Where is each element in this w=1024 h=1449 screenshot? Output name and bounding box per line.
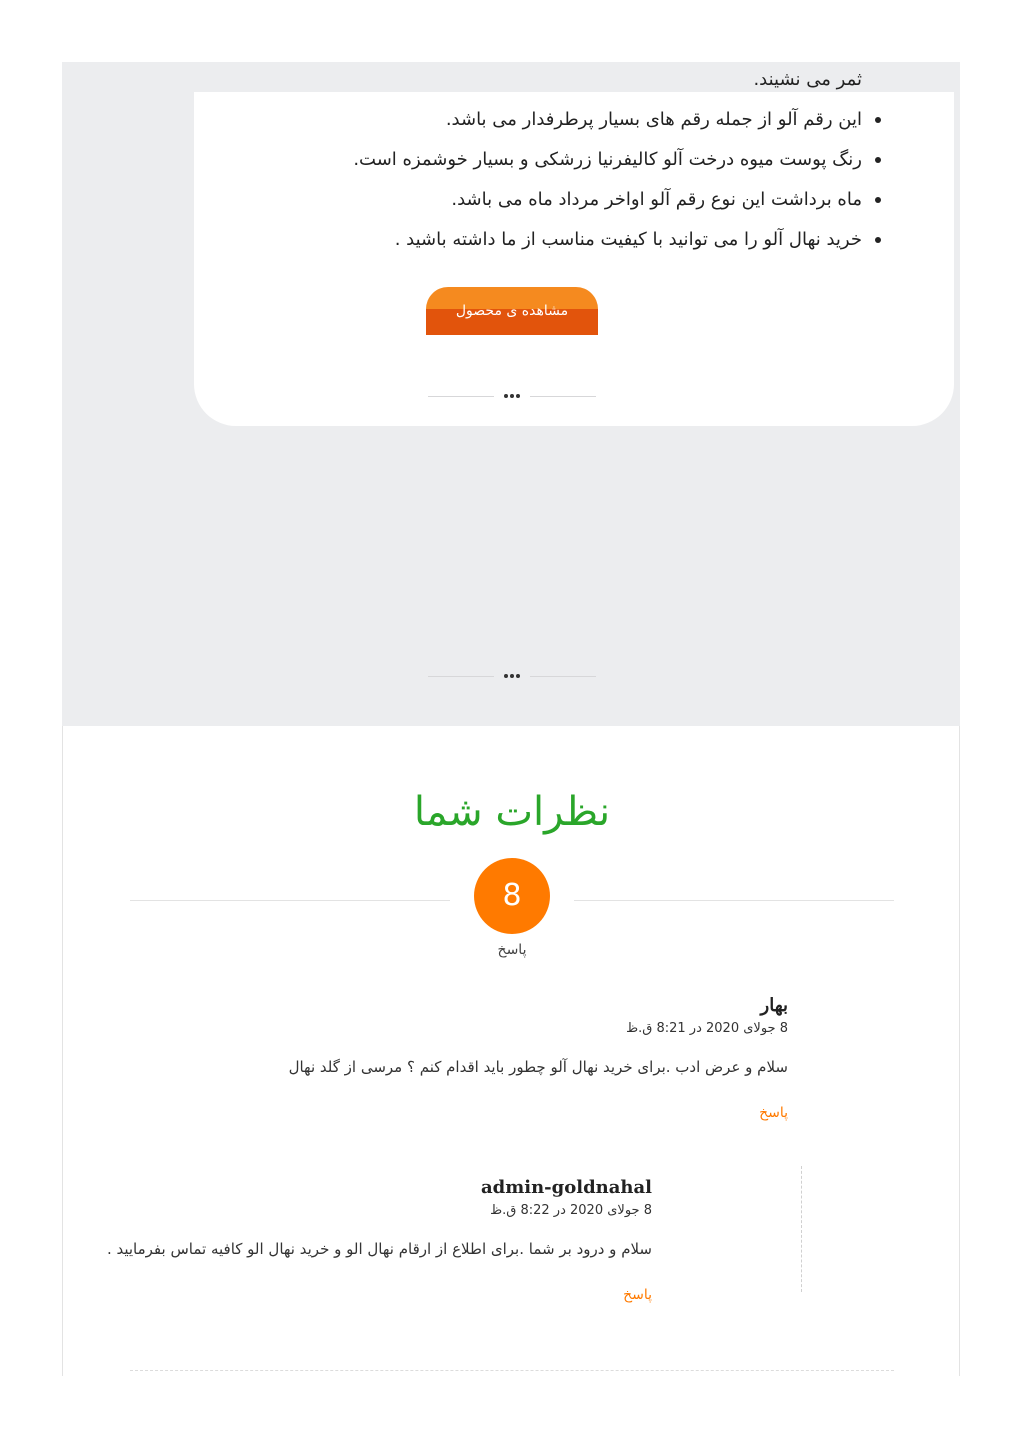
divider [130, 1370, 894, 1371]
dot-icon [504, 394, 508, 398]
bullet-icon [875, 117, 881, 123]
comment-date: 8 جولای 2020 در 8:21 ق.ظ [626, 1021, 788, 1036]
divider [574, 900, 894, 901]
dot-icon [510, 394, 514, 398]
product-line: ماه برداشت این نوع رقم آلو اواخر مرداد ماه می باشد. [451, 189, 862, 210]
product-line: خرید نهال آلو را می توانید با کیفیت مناسب از ما داشته باشید . [394, 229, 862, 250]
comment-text: سلام و عرض ادب .برای خرید نهال آلو چطور باید اقدام کنم ؟ مرسی از گلد نهال [288, 1058, 788, 1076]
comment-author: admin-goldnahal [480, 1177, 652, 1198]
section-separator [428, 389, 596, 403]
dot-icon [510, 674, 514, 678]
bullet-icon [875, 157, 881, 163]
bullet-icon [875, 197, 881, 203]
dot-icon [504, 674, 508, 678]
divider [130, 900, 450, 901]
product-line: رنگ پوست میوه درخت آلو کالیفرنیا زرشکی و بسیار خوشمزه است. [353, 149, 862, 170]
product-card [194, 92, 954, 426]
view-product-button[interactable]: مشاهده ی محصول [426, 287, 598, 335]
comment-count-badge: 8 [474, 858, 550, 934]
comment-author: بهار [760, 995, 788, 1016]
dot-icon [516, 394, 520, 398]
comment-text: سلام و درود بر شما .برای اطلاع از ارقام نهال الو و خرید نهال الو کافیه تماس بفرمایید . [106, 1240, 652, 1258]
comment-date: 8 جولای 2020 در 8:22 ق.ظ [490, 1203, 652, 1218]
product-line: ثمر می نشیند. [753, 69, 862, 90]
reply-link[interactable]: پاسخ [759, 1105, 788, 1121]
product-line: این رقم آلو از جمله رقم های بسیار پرطرفدار می باشد. [445, 109, 862, 130]
reply-thread-line [801, 1166, 802, 1292]
comment-count-label: پاسخ [497, 942, 527, 958]
section-separator [428, 669, 596, 683]
bullet-icon [875, 237, 881, 243]
comments-title: نظرات شما [413, 789, 611, 835]
dot-icon [516, 674, 520, 678]
reply-link[interactable]: پاسخ [623, 1287, 652, 1303]
